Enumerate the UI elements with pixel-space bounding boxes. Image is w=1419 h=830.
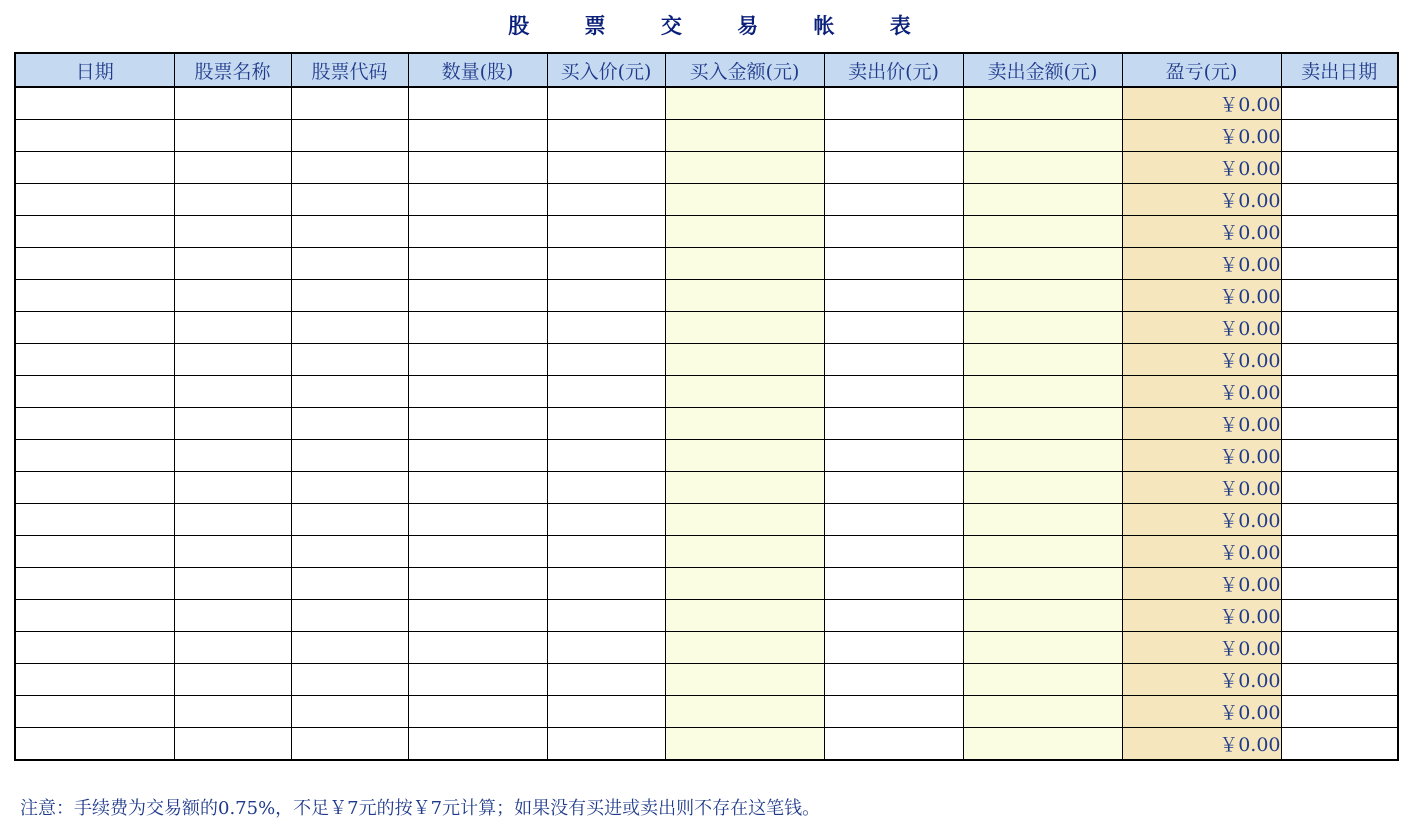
sheet-title: 股 票 交 易 帐 表	[508, 14, 935, 38]
cell-sell-amount[interactable]	[963, 440, 1122, 472]
cell-quantity[interactable]	[408, 248, 547, 280]
cell-sell-price[interactable]	[824, 632, 963, 664]
cell-buy-amount[interactable]	[665, 312, 824, 344]
cell-date[interactable]	[15, 728, 174, 761]
cell-quantity[interactable]	[408, 600, 547, 632]
cell-stock-code[interactable]	[291, 216, 408, 248]
table-row	[15, 536, 1398, 568]
cell-sell-date[interactable]	[1281, 664, 1398, 696]
cell-stock-name[interactable]	[174, 632, 291, 664]
cell-buy-price[interactable]	[547, 440, 665, 472]
cell-stock-name[interactable]	[174, 344, 291, 376]
cell-date[interactable]	[15, 408, 174, 440]
cell-buy-amount[interactable]	[665, 376, 824, 408]
cell-sell-date[interactable]	[1281, 120, 1398, 152]
cell-sell-price[interactable]	[824, 728, 963, 761]
cell-date[interactable]	[15, 664, 174, 696]
cell-quantity[interactable]	[408, 344, 547, 376]
cell-sell-price[interactable]	[824, 280, 963, 312]
cell-stock-code[interactable]	[291, 440, 408, 472]
cell-buy-price[interactable]	[547, 376, 665, 408]
cell-buy-price[interactable]	[547, 536, 665, 568]
table-row	[15, 696, 1398, 728]
cell-sell-date[interactable]	[1281, 568, 1398, 600]
cell-stock-name[interactable]	[174, 152, 291, 184]
table-row	[15, 344, 1398, 376]
cell-profit[interactable]: ￥0.00	[1122, 696, 1281, 728]
cell-quantity[interactable]	[408, 696, 547, 728]
cell-date[interactable]	[15, 312, 174, 344]
column-header-stock-code[interactable]: 股票代码	[291, 53, 408, 87]
cell-sell-price[interactable]	[824, 600, 963, 632]
cell-profit[interactable]: ￥0.00	[1122, 504, 1281, 536]
cell-buy-price[interactable]	[547, 696, 665, 728]
cell-buy-amount[interactable]	[665, 248, 824, 280]
cell-quantity[interactable]	[408, 312, 547, 344]
table-row	[15, 504, 1398, 536]
cell-sell-price[interactable]	[824, 536, 963, 568]
cell-sell-date[interactable]	[1281, 152, 1398, 184]
cell-quantity[interactable]	[408, 728, 547, 761]
cell-stock-code[interactable]	[291, 184, 408, 216]
cell-sell-date[interactable]	[1281, 536, 1398, 568]
cell-sell-date[interactable]	[1281, 280, 1398, 312]
cell-stock-code[interactable]	[291, 728, 408, 761]
cell-stock-name[interactable]	[174, 408, 291, 440]
cell-sell-price[interactable]	[824, 440, 963, 472]
cell-quantity[interactable]	[408, 472, 547, 504]
cell-profit[interactable]: ￥0.00	[1122, 280, 1281, 312]
column-header-sell-date[interactable]: 卖出日期	[1281, 53, 1398, 87]
cell-date[interactable]	[15, 216, 174, 248]
cell-stock-code[interactable]	[291, 472, 408, 504]
cell-buy-amount[interactable]	[665, 664, 824, 696]
cell-buy-amount[interactable]	[665, 472, 824, 504]
cell-buy-price[interactable]	[547, 280, 665, 312]
cell-sell-amount[interactable]	[963, 184, 1122, 216]
column-header-stock-name[interactable]: 股票名称	[174, 53, 291, 87]
cell-buy-amount[interactable]	[665, 152, 824, 184]
cell-date[interactable]	[15, 248, 174, 280]
cell-buy-price[interactable]	[547, 664, 665, 696]
cell-quantity[interactable]	[408, 216, 547, 248]
cell-sell-date[interactable]	[1281, 696, 1398, 728]
cell-quantity[interactable]	[408, 120, 547, 152]
column-header-date[interactable]: 日期	[15, 53, 174, 87]
header-row	[15, 53, 1398, 87]
cell-stock-name[interactable]	[174, 280, 291, 312]
cell-quantity[interactable]	[408, 87, 547, 120]
cell-stock-code[interactable]	[291, 408, 408, 440]
cell-stock-code[interactable]	[291, 504, 408, 536]
cell-stock-code[interactable]	[291, 312, 408, 344]
cell-buy-price[interactable]	[547, 504, 665, 536]
cell-buy-price[interactable]	[547, 728, 665, 761]
cell-stock-code[interactable]	[291, 152, 408, 184]
cell-profit[interactable]: ￥0.00	[1122, 120, 1281, 152]
cell-sell-date[interactable]	[1281, 504, 1398, 536]
cell-profit[interactable]: ￥0.00	[1122, 408, 1281, 440]
cell-sell-date[interactable]	[1281, 600, 1398, 632]
cell-stock-code[interactable]	[291, 632, 408, 664]
column-header-sell-amount[interactable]: 卖出金额(元)	[963, 53, 1122, 87]
cell-sell-amount[interactable]	[963, 664, 1122, 696]
table-row	[15, 728, 1398, 761]
cell-sell-price[interactable]	[824, 120, 963, 152]
cell-profit[interactable]: ￥0.00	[1122, 728, 1281, 761]
cell-stock-name[interactable]	[174, 248, 291, 280]
cell-profit[interactable]: ￥0.00	[1122, 568, 1281, 600]
cell-sell-amount[interactable]	[963, 728, 1122, 761]
table-row	[15, 216, 1398, 248]
cell-date[interactable]	[15, 632, 174, 664]
table-row	[15, 600, 1398, 632]
table-row	[15, 312, 1398, 344]
cell-quantity[interactable]	[408, 504, 547, 536]
cell-date[interactable]	[15, 152, 174, 184]
cell-sell-price[interactable]	[824, 344, 963, 376]
cell-sell-date[interactable]	[1281, 87, 1398, 120]
cell-buy-amount[interactable]	[665, 728, 824, 761]
cell-sell-price[interactable]	[824, 696, 963, 728]
cell-sell-date[interactable]	[1281, 728, 1398, 761]
cell-stock-code[interactable]	[291, 536, 408, 568]
cell-stock-name[interactable]	[174, 120, 291, 152]
cell-sell-price[interactable]	[824, 472, 963, 504]
column-header-quantity[interactable]: 数量(股)	[408, 53, 547, 87]
cell-profit[interactable]: ￥0.00	[1122, 632, 1281, 664]
column-header-profit[interactable]: 盈亏(元)	[1122, 53, 1281, 87]
cell-stock-name[interactable]	[174, 728, 291, 761]
cell-quantity[interactable]	[408, 664, 547, 696]
cell-sell-price[interactable]	[824, 408, 963, 440]
cell-sell-price[interactable]	[824, 216, 963, 248]
cell-stock-code[interactable]	[291, 696, 408, 728]
cell-sell-date[interactable]	[1281, 632, 1398, 664]
cell-quantity[interactable]	[408, 280, 547, 312]
cell-sell-amount[interactable]	[963, 120, 1122, 152]
cell-buy-price[interactable]	[547, 408, 665, 440]
cell-buy-amount[interactable]	[665, 440, 824, 472]
cell-date[interactable]	[15, 472, 174, 504]
table-row	[15, 152, 1398, 184]
cell-date[interactable]	[15, 440, 174, 472]
cell-buy-amount[interactable]	[665, 600, 824, 632]
cell-sell-date[interactable]	[1281, 216, 1398, 248]
cell-profit[interactable]: ￥0.00	[1122, 536, 1281, 568]
cell-profit[interactable]: ￥0.00	[1122, 664, 1281, 696]
cell-profit[interactable]: ￥0.00	[1122, 472, 1281, 504]
cell-profit[interactable]: ￥0.00	[1122, 216, 1281, 248]
table-row	[15, 184, 1398, 216]
cell-stock-name[interactable]	[174, 472, 291, 504]
table-row	[15, 120, 1398, 152]
cell-buy-price[interactable]	[547, 600, 665, 632]
cell-buy-amount[interactable]	[665, 280, 824, 312]
cell-stock-code[interactable]	[291, 376, 408, 408]
cell-sell-date[interactable]	[1281, 472, 1398, 504]
cell-stock-code[interactable]	[291, 120, 408, 152]
cell-buy-amount[interactable]	[665, 504, 824, 536]
cell-profit[interactable]: ￥0.00	[1122, 440, 1281, 472]
cell-buy-amount[interactable]	[665, 696, 824, 728]
cell-buy-price[interactable]	[547, 344, 665, 376]
cell-profit[interactable]: ￥0.00	[1122, 248, 1281, 280]
cell-quantity[interactable]	[408, 408, 547, 440]
cell-stock-name[interactable]	[174, 216, 291, 248]
cell-sell-date[interactable]	[1281, 248, 1398, 280]
table-row	[15, 376, 1398, 408]
cell-buy-price[interactable]	[547, 472, 665, 504]
cell-date[interactable]	[15, 280, 174, 312]
cell-sell-amount[interactable]	[963, 504, 1122, 536]
cell-stock-code[interactable]	[291, 600, 408, 632]
cell-stock-code[interactable]	[291, 344, 408, 376]
cell-date[interactable]	[15, 344, 174, 376]
cell-sell-amount[interactable]	[963, 152, 1122, 184]
table-row	[15, 248, 1398, 280]
cell-sell-amount[interactable]	[963, 568, 1122, 600]
cell-sell-amount[interactable]	[963, 344, 1122, 376]
cell-sell-amount[interactable]	[963, 312, 1122, 344]
cell-buy-amount[interactable]	[665, 536, 824, 568]
cell-date[interactable]	[15, 184, 174, 216]
cell-sell-price[interactable]	[824, 664, 963, 696]
cell-buy-amount[interactable]	[665, 87, 824, 120]
cell-stock-code[interactable]	[291, 280, 408, 312]
cell-quantity[interactable]	[408, 376, 547, 408]
column-header-sell-price[interactable]: 卖出价(元)	[824, 53, 963, 87]
cell-profit[interactable]: ￥0.00	[1122, 600, 1281, 632]
stock-ledger-table	[14, 52, 1399, 761]
column-header-buy-amount[interactable]: 买入金额(元)	[665, 53, 824, 87]
table-row	[15, 664, 1398, 696]
cell-sell-amount[interactable]	[963, 216, 1122, 248]
cell-buy-price[interactable]	[547, 216, 665, 248]
cell-stock-name[interactable]	[174, 184, 291, 216]
cell-sell-price[interactable]	[824, 248, 963, 280]
cell-sell-date[interactable]	[1281, 344, 1398, 376]
cell-quantity[interactable]	[408, 152, 547, 184]
cell-profit[interactable]: ￥0.00	[1122, 376, 1281, 408]
table-row	[15, 87, 1398, 120]
table-row	[15, 440, 1398, 472]
cell-buy-amount[interactable]	[665, 216, 824, 248]
cell-date[interactable]	[15, 536, 174, 568]
cell-buy-amount[interactable]	[665, 344, 824, 376]
cell-stock-name[interactable]	[174, 536, 291, 568]
cell-sell-price[interactable]	[824, 87, 963, 120]
table-row	[15, 568, 1398, 600]
table-row	[15, 408, 1398, 440]
cell-date[interactable]	[15, 87, 174, 120]
cell-stock-name[interactable]	[174, 664, 291, 696]
cell-quantity[interactable]	[408, 440, 547, 472]
cell-stock-name[interactable]	[174, 87, 291, 120]
cell-sell-amount[interactable]	[963, 472, 1122, 504]
column-header-buy-price[interactable]: 买入价(元)	[547, 53, 665, 87]
cell-buy-price[interactable]	[547, 312, 665, 344]
cell-quantity[interactable]	[408, 536, 547, 568]
cell-sell-date[interactable]	[1281, 408, 1398, 440]
cell-buy-price[interactable]	[547, 184, 665, 216]
cell-quantity[interactable]	[408, 184, 547, 216]
cell-stock-name[interactable]	[174, 440, 291, 472]
cell-buy-amount[interactable]	[665, 120, 824, 152]
cell-stock-name[interactable]	[174, 312, 291, 344]
cell-sell-price[interactable]	[824, 312, 963, 344]
cell-sell-price[interactable]	[824, 568, 963, 600]
cell-buy-price[interactable]	[547, 120, 665, 152]
cell-stock-name[interactable]	[174, 376, 291, 408]
cell-sell-amount[interactable]	[963, 87, 1122, 120]
cell-sell-amount[interactable]	[963, 248, 1122, 280]
cell-sell-amount[interactable]	[963, 600, 1122, 632]
cell-sell-date[interactable]	[1281, 440, 1398, 472]
cell-sell-amount[interactable]	[963, 280, 1122, 312]
cell-buy-amount[interactable]	[665, 408, 824, 440]
cell-sell-price[interactable]	[824, 152, 963, 184]
cell-sell-amount[interactable]	[963, 408, 1122, 440]
cell-stock-name[interactable]	[174, 504, 291, 536]
table-row	[15, 632, 1398, 664]
table-row	[15, 280, 1398, 312]
cell-profit[interactable]: ￥0.00	[1122, 344, 1281, 376]
cell-buy-price[interactable]	[547, 152, 665, 184]
cell-sell-date[interactable]	[1281, 376, 1398, 408]
cell-buy-price[interactable]	[547, 87, 665, 120]
cell-date[interactable]	[15, 120, 174, 152]
table-row	[15, 472, 1398, 504]
cell-buy-price[interactable]	[547, 632, 665, 664]
cell-stock-code[interactable]	[291, 87, 408, 120]
cell-sell-amount[interactable]	[963, 696, 1122, 728]
cell-quantity[interactable]	[408, 632, 547, 664]
cell-stock-code[interactable]	[291, 248, 408, 280]
cell-sell-price[interactable]	[824, 504, 963, 536]
cell-buy-price[interactable]	[547, 568, 665, 600]
cell-sell-amount[interactable]	[963, 536, 1122, 568]
cell-profit[interactable]: ￥0.00	[1122, 184, 1281, 216]
cell-sell-amount[interactable]	[963, 632, 1122, 664]
cell-buy-amount[interactable]	[665, 184, 824, 216]
cell-stock-name[interactable]	[174, 600, 291, 632]
cell-date[interactable]	[15, 600, 174, 632]
cell-sell-price[interactable]	[824, 376, 963, 408]
cell-profit[interactable]: ￥0.00	[1122, 312, 1281, 344]
cell-stock-code[interactable]	[291, 664, 408, 696]
cell-buy-amount[interactable]	[665, 568, 824, 600]
cell-sell-date[interactable]	[1281, 312, 1398, 344]
cell-stock-code[interactable]	[291, 568, 408, 600]
fee-note: 注意：手续费为交易额的0.75%，不足￥7元的按￥7元计算；如果没有买进或卖出则不存在这笔钱。	[20, 798, 821, 819]
cell-date[interactable]	[15, 504, 174, 536]
cell-sell-price[interactable]	[824, 184, 963, 216]
cell-date[interactable]	[15, 568, 174, 600]
cell-buy-price[interactable]	[547, 248, 665, 280]
cell-quantity[interactable]	[408, 568, 547, 600]
cell-date[interactable]	[15, 696, 174, 728]
cell-sell-amount[interactable]	[963, 376, 1122, 408]
cell-stock-name[interactable]	[174, 568, 291, 600]
cell-stock-name[interactable]	[174, 696, 291, 728]
cell-profit[interactable]: ￥0.00	[1122, 152, 1281, 184]
cell-sell-date[interactable]	[1281, 184, 1398, 216]
cell-buy-amount[interactable]	[665, 632, 824, 664]
cell-profit[interactable]: ￥0.00	[1122, 87, 1281, 120]
cell-date[interactable]	[15, 376, 174, 408]
